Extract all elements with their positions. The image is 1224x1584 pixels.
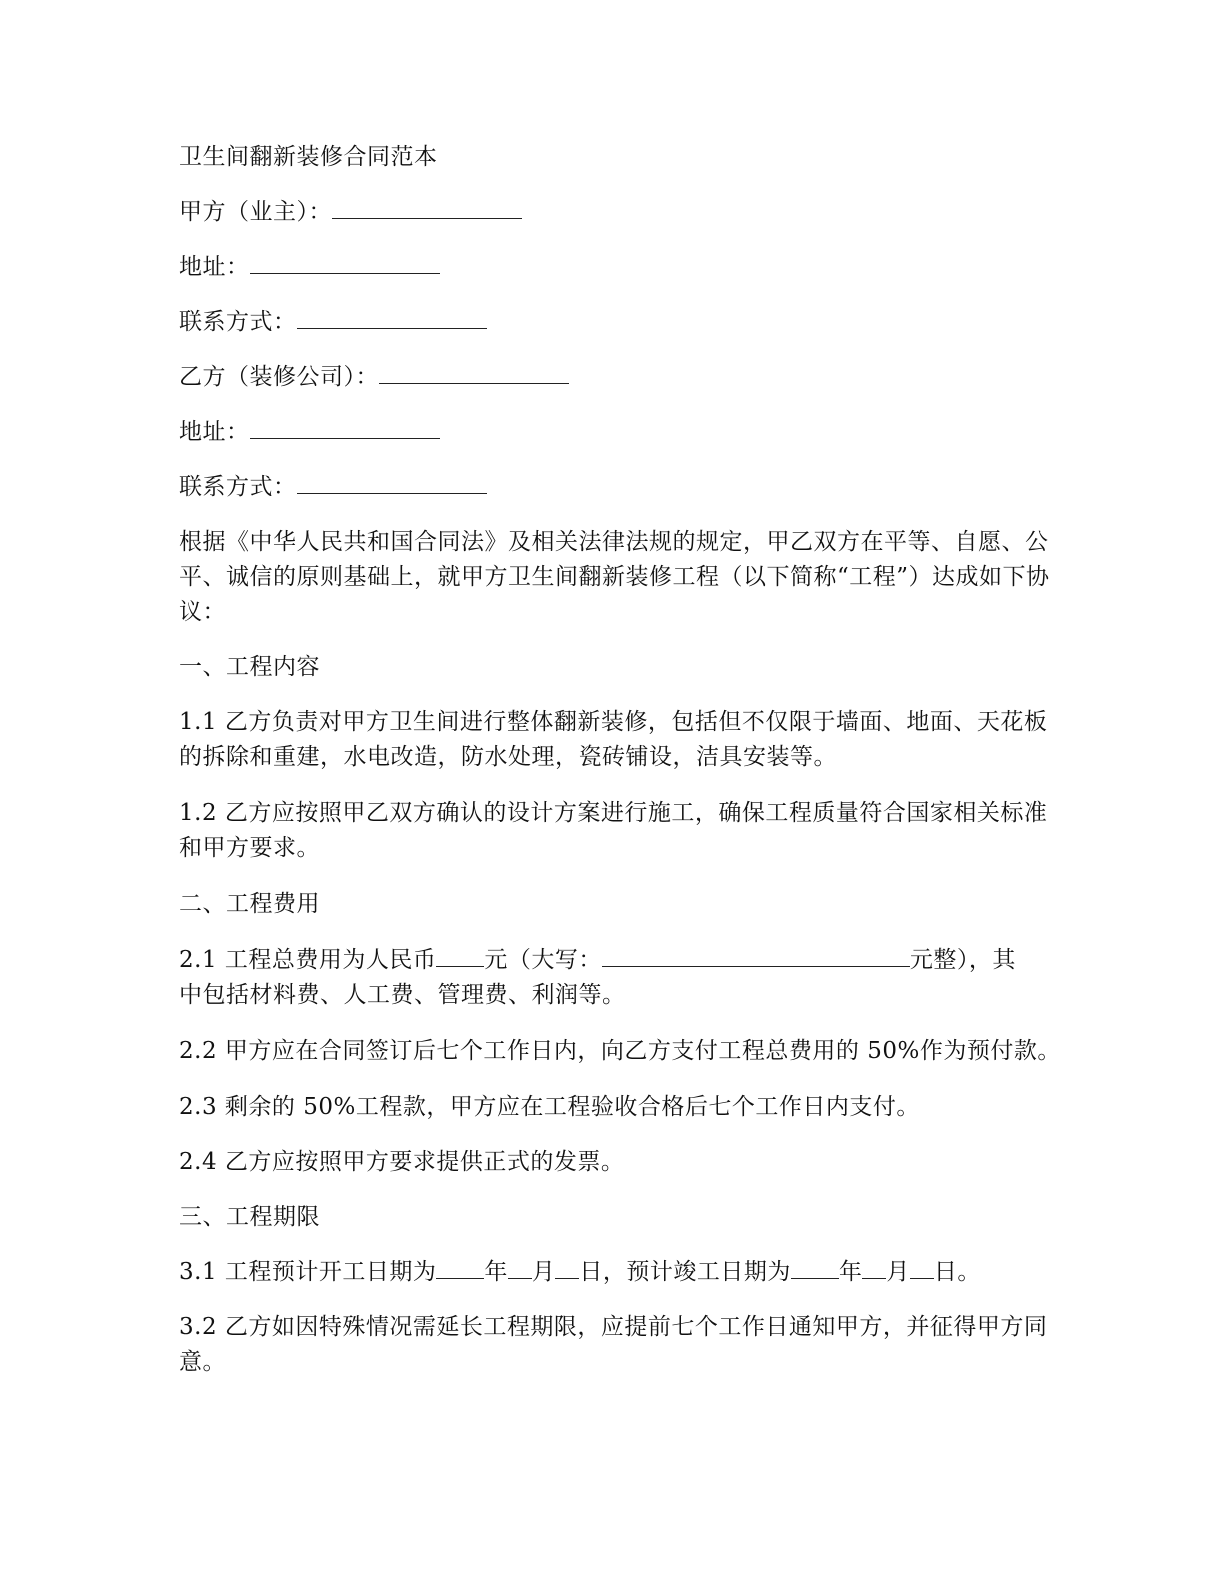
clause-3-1-part-a: 3.1 工程预计开工日期为 xyxy=(179,1259,437,1285)
start-year-label: 年 xyxy=(484,1259,508,1285)
start-year-blank[interactable] xyxy=(436,1256,484,1279)
start-month-blank[interactable] xyxy=(508,1256,532,1279)
preamble-paragraph: 根据《中华人民共和国合同法》及相关法律法规的规定，甲乙双方在平等、自愿、公平、诚信的原则基础上，就甲方卫生间翻新装修工程（以下简称“工程”）达成如下协议： xyxy=(179,529,1050,625)
party-a-blank[interactable] xyxy=(332,196,522,219)
party-a-contact-label: 联系方式： xyxy=(179,309,297,335)
clause-3-1-end: 日。 xyxy=(933,1259,981,1285)
party-b-blank[interactable] xyxy=(379,361,569,384)
party-b-contact-label: 联系方式： xyxy=(179,474,297,500)
start-day-blank[interactable] xyxy=(555,1256,579,1279)
amount-uppercase-blank[interactable] xyxy=(602,944,910,967)
party-b-address-blank[interactable] xyxy=(250,416,440,439)
party-a-label: 甲方（业主）： xyxy=(179,199,332,225)
party-b-address-label: 地址： xyxy=(179,419,250,445)
end-year-blank[interactable] xyxy=(791,1256,839,1279)
clause-2-1-part-c: 元整），其 xyxy=(909,947,1016,973)
amount-blank[interactable] xyxy=(436,944,484,967)
clause-1-1: 1.1 乙方负责对甲方卫生间进行整体翻新装修，包括但不仅限于墙面、地面、天花板的拆除和重建，水电改造，防水处理，瓷砖铺设，洁具安装等。 xyxy=(179,709,1048,770)
party-a-line xyxy=(179,195,1059,230)
clause-2-4: 2.4 乙方应按照甲方要求提供正式的发票。 xyxy=(179,1149,625,1175)
party-a-address-blank[interactable] xyxy=(250,251,440,274)
party-a-address-line xyxy=(179,250,1059,285)
party-a-address-label: 地址： xyxy=(179,254,250,280)
clause-2-1-part-d: 中包括材料费、人工费、管理费、利润等。 xyxy=(179,982,626,1008)
party-b-contact-blank[interactable] xyxy=(297,471,487,494)
clause-2-1-part-b: 元（大写： xyxy=(484,947,602,973)
clause-2-1-part-a: 2.1 工程总费用为人民币 xyxy=(179,947,437,973)
end-month-label: 月 xyxy=(886,1259,910,1285)
clause-2-1 xyxy=(179,943,1059,1013)
clause-2-2: 2.2 甲方应在合同签订后七个工作日内，向乙方支付工程总费用的 50%作为预付款。 xyxy=(179,1038,1061,1064)
section-3-heading: 三、工程期限 xyxy=(179,1204,320,1230)
section-2-heading: 二、工程费用 xyxy=(179,891,320,917)
section-1-heading: 一、工程内容 xyxy=(179,654,320,680)
party-a-contact-blank[interactable] xyxy=(297,306,487,329)
party-b-line xyxy=(179,360,1059,395)
party-a-contact-line xyxy=(179,305,1059,340)
end-year-label: 年 xyxy=(838,1259,863,1285)
party-b-address-line xyxy=(179,415,1059,450)
end-day-blank[interactable] xyxy=(910,1256,934,1279)
end-month-blank[interactable] xyxy=(862,1256,886,1279)
start-month-label: 月 xyxy=(531,1259,556,1285)
clause-3-1-mid: 日，预计竣工日期为 xyxy=(579,1259,791,1285)
document-title: 卫生间翻新装修合同范本 xyxy=(179,144,438,170)
clause-3-2: 3.2 乙方如因特殊情况需延长工程期限，应提前七个工作日通知甲方，并征得甲方同意。 xyxy=(179,1314,1048,1375)
clause-1-2: 1.2 乙方应按照甲乙双方确认的设计方案进行施工，确保工程质量符合国家相关标准和甲方要求。 xyxy=(179,800,1048,861)
clause-2-3: 2.3 剩余的 50%工程款，甲方应在工程验收合格后七个工作日内支付。 xyxy=(179,1094,920,1120)
party-b-contact-line xyxy=(179,470,1059,505)
clause-3-1 xyxy=(179,1255,1059,1290)
party-b-label: 乙方（装修公司）： xyxy=(179,364,379,390)
